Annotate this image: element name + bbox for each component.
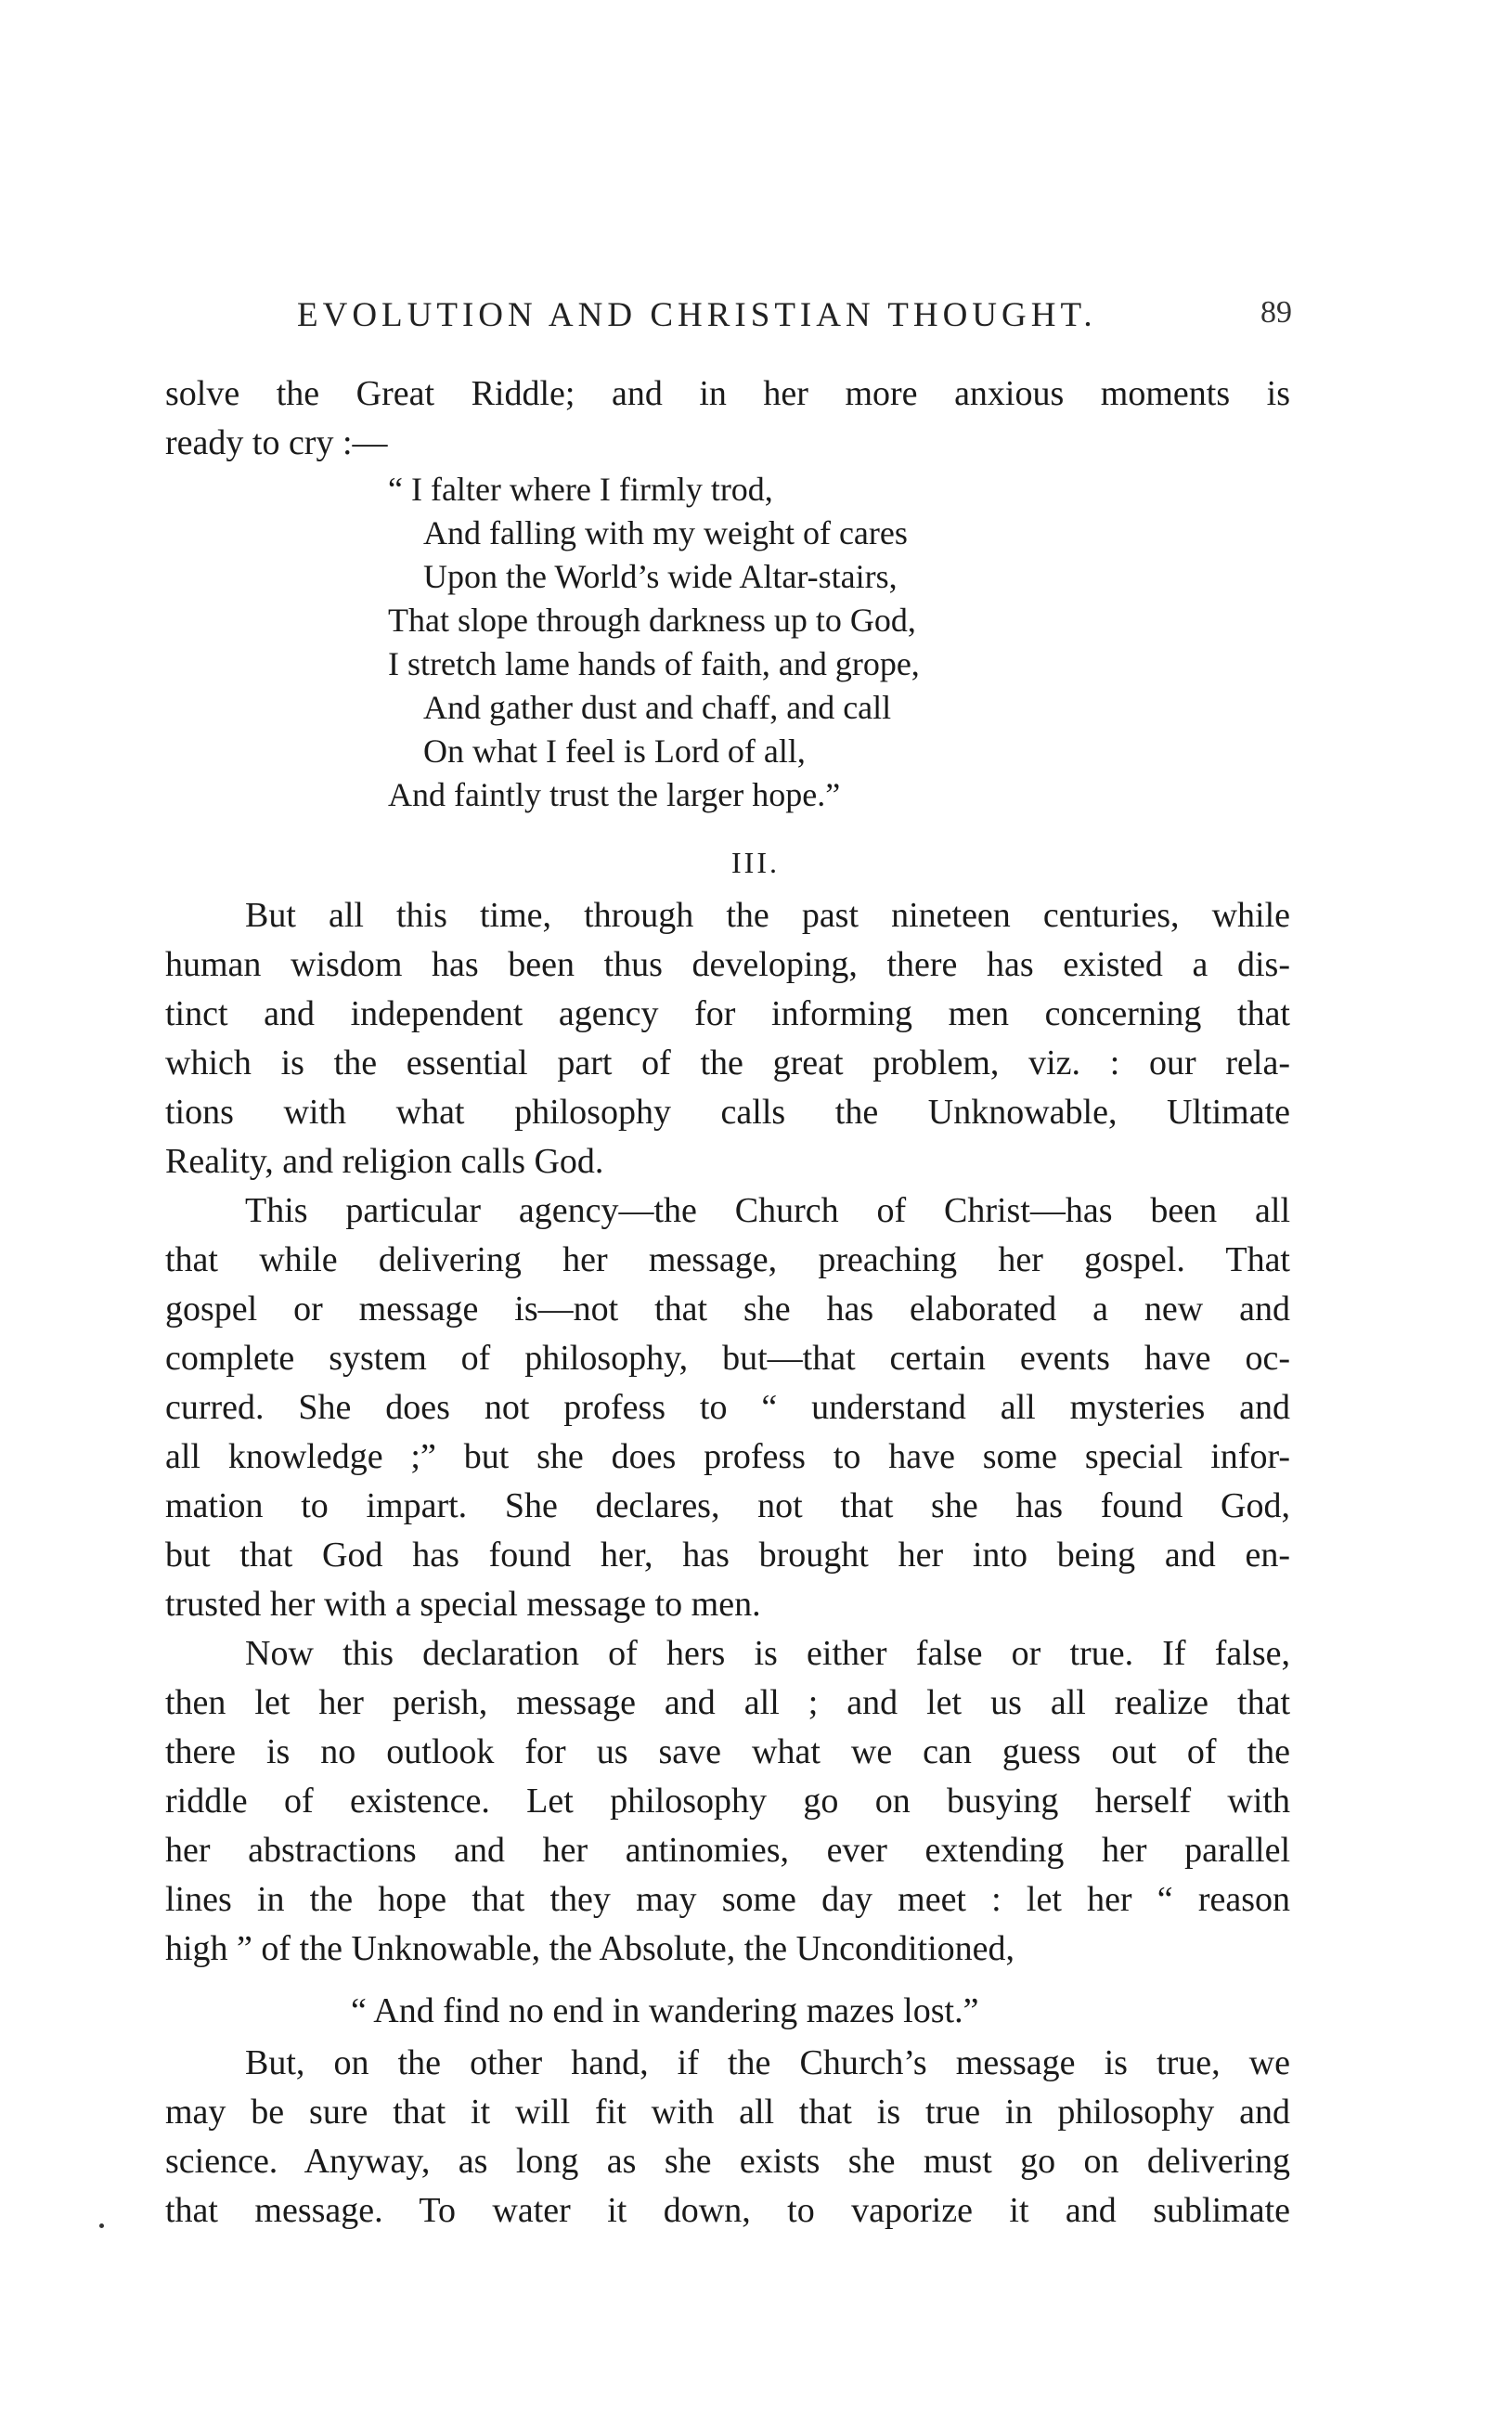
paragraph — [165, 1629, 1290, 1974]
text-line: science. Anyway, as long as she exists she must go on delivering — [165, 2142, 1290, 2181]
poem-line: Upon the World’s wide Altar-stairs, — [423, 558, 898, 595]
poem-quotation — [388, 468, 1290, 817]
text-line: human wisdom has been thus developing, there has existed a dis- — [165, 945, 1290, 984]
text-line: Now this declaration of hers is either false or true. If false, — [245, 1634, 1290, 1673]
poem-line: And faintly trust the larger hope.” — [388, 776, 841, 813]
body-text — [165, 369, 1290, 2236]
text-line: tions with what philosophy calls the Unknowable, Ultimate — [165, 1093, 1290, 1132]
paragraph — [165, 891, 1290, 1186]
text-line: all knowledge ;” but she does profess to have some special infor- — [165, 1437, 1290, 1476]
text-line: trusted her with a special message to men. — [165, 1585, 761, 1624]
text-line: gospel or message is—not that she has elaborated a new and — [165, 1290, 1290, 1329]
text-line: complete system of philosophy, but—that certain events have oc- — [165, 1339, 1290, 1378]
poem-line: I stretch lame hands of faith, and grope, — [388, 645, 920, 682]
text-line: mation to impart. She declares, not that she has found God, — [165, 1486, 1290, 1525]
text-line: but that God has found her, has brought her into being and en- — [165, 1536, 1290, 1575]
poem-line: On what I feel is Lord of all, — [423, 732, 806, 770]
text-line: riddle of existence. Let philosophy go on busying herself with — [165, 1782, 1290, 1821]
text-line: But all this time, through the past nineteen centuries, while — [245, 896, 1290, 935]
ink-speck — [99, 2223, 104, 2228]
text-line: which is the essential part of the great problem, viz. : our rela- — [165, 1043, 1290, 1082]
text-line: tinct and independent agency for informing men concerning that — [165, 994, 1290, 1033]
text-line: This particular agency—the Church of Christ—has been all — [245, 1191, 1290, 1230]
section-number: III. — [731, 846, 780, 879]
text-line: high ” of the Unknowable, the Absolute, the Unconditioned, — [165, 1929, 1014, 1968]
text-line: her abstractions and her antinomies, ever extending her parallel — [165, 1831, 1290, 1870]
text-line: lines in the hope that they may some day meet : let her “ reason — [165, 1880, 1290, 1919]
text-line: But, on the other hand, if the Church’s message is true, we — [245, 2043, 1290, 2082]
text-line: then let her perish, message and all ; and let us all realize that — [165, 1683, 1290, 1722]
text-line: that message. To water it down, to vaporize it and sublimate — [165, 2191, 1290, 2230]
text-line: that while delivering her message, preaching her gospel. That — [165, 1240, 1290, 1279]
paragraph — [165, 1186, 1290, 1629]
text-line: there is no outlook for us save what we can guess out of the — [165, 1732, 1290, 1771]
quoted-verse-line: “ And find no end in wandering mazes lost.” — [351, 1991, 979, 2030]
text-line: ready to cry :— — [165, 423, 388, 462]
poem-line: And falling with my weight of cares — [423, 514, 908, 551]
paragraph — [165, 2039, 1290, 2236]
text-line: may be sure that it will fit with all that is true in philosophy and — [165, 2093, 1290, 2132]
running-title: EVOLUTION AND CHRISTIAN THOUGHT. — [297, 296, 1097, 334]
text-line: curred. She does not profess to “ understand all mysteries and — [165, 1388, 1290, 1427]
page-number: 89 — [1260, 295, 1292, 330]
text-line: solve the Great Riddle; and in her more anxious moments is — [165, 374, 1290, 413]
poem-line: That slope through darkness up to God, — [388, 602, 916, 639]
poem-line: “ I falter where I firmly trod, — [388, 471, 773, 508]
poem-line: And gather dust and chaff, and call — [423, 689, 892, 726]
text-line: Reality, and religion calls God. — [165, 1142, 604, 1181]
